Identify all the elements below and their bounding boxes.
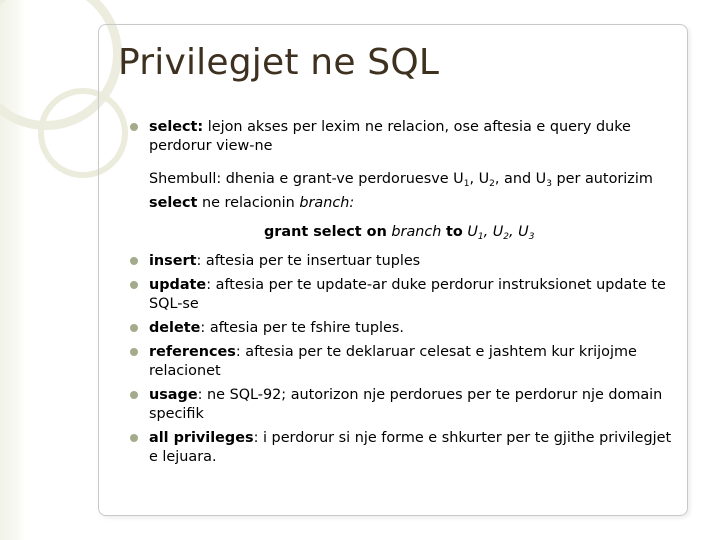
bullet-all-privileges [130, 429, 678, 467]
example-text: , U [469, 171, 490, 187]
grant-keyword: grant select on [264, 224, 387, 240]
example-text: per autorizim [551, 171, 653, 187]
bullet-update [130, 276, 678, 314]
bullet-dot-icon [130, 434, 138, 442]
bullet-text: : aftesia per te fshire tuples. [200, 320, 404, 336]
slide-body [130, 118, 678, 472]
example-prefix: Shembull: dhenia e grant-ve perdoruesve U [149, 171, 464, 187]
grant-keyword: to [445, 224, 463, 240]
bullet-text: lejon akses per lexim ne relacion, ose aftesia e query duke perdorur view-ne [149, 119, 631, 154]
grant-statement [130, 223, 678, 247]
bullet-dot-icon [130, 324, 138, 332]
bullet-select [130, 118, 678, 156]
subscript: 1 [463, 179, 470, 189]
bullet-keyword: select: [149, 119, 204, 135]
bullet-keyword: insert [149, 253, 197, 269]
bullet-keyword: usage [149, 387, 198, 403]
bullet-dot-icon [130, 348, 138, 356]
example-text: ne relacionin [197, 195, 300, 211]
grant-user: , U [509, 224, 529, 240]
bullet-keyword: delete [149, 320, 201, 336]
subscript: 3 [546, 179, 552, 189]
bullet-insert [130, 252, 678, 271]
bullet-text: : ne SQL-92; autorizon nje perdorues per te perdorur nje domain specifik [149, 387, 663, 422]
bullet-dot-icon [130, 391, 138, 399]
bullet-usage [130, 386, 678, 424]
bullet-text: : aftesia per te insertuar tuples [196, 253, 421, 269]
bullet-keyword: references [149, 344, 236, 360]
bullet-keyword: update [149, 277, 207, 293]
bullet-text: : aftesia per te update-ar duke perdorur instruksionet update te SQL-se [149, 277, 666, 312]
example-text: , and U [494, 171, 547, 187]
bullet-text: : i perdorur si nje forme e shkurter per te gjithe privilegjet e lejuara. [149, 430, 672, 465]
example-keyword: select [149, 195, 198, 211]
bullet-dot-icon [130, 257, 138, 265]
bullet-delete [130, 319, 678, 338]
bullet-dot-icon [130, 123, 138, 131]
bullet-text: : aftesia per te deklaruar celesat e jashtem kur krijojme relacionet [149, 344, 637, 379]
example-relation: branch: [299, 195, 355, 211]
slide-title: Privilegjet ne SQL [118, 42, 440, 83]
subscript: 2 [503, 232, 510, 242]
grant-user: U [462, 224, 478, 240]
bullet-keyword: all privileges [149, 430, 254, 446]
bullet-references [130, 343, 678, 381]
example-paragraph [130, 170, 678, 213]
subscript: 3 [528, 232, 535, 242]
subscript: 2 [489, 179, 495, 189]
subscript: 1 [477, 232, 484, 242]
grant-user: , U [483, 224, 504, 240]
bullet-dot-icon [130, 281, 138, 289]
grant-relation: branch [386, 224, 446, 240]
